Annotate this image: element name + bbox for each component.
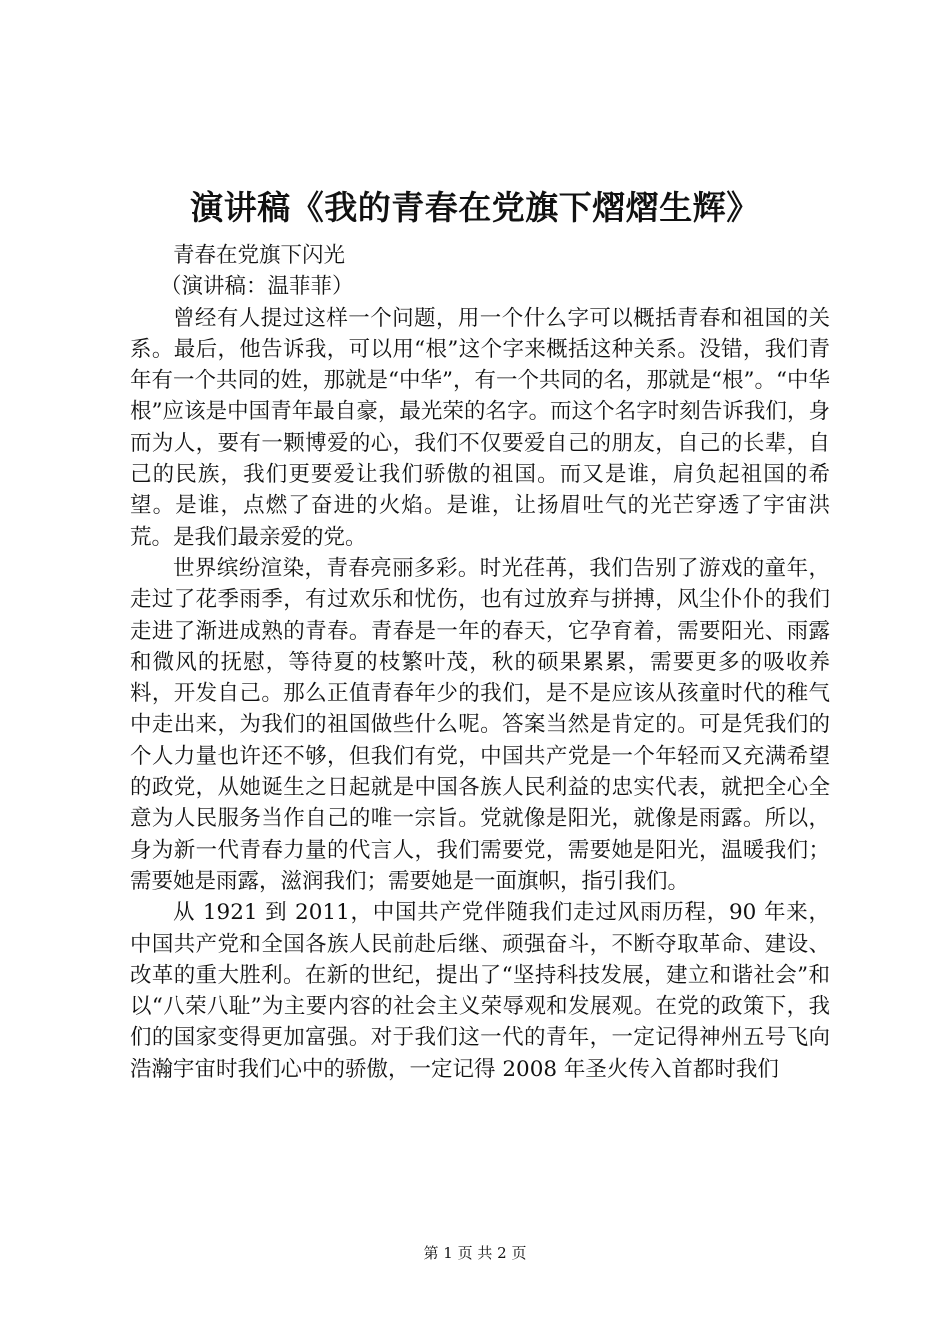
- paragraph-3: 从 1921 到 2011，中国共产党伴随我们走过风雨历程，90 年来，中国共产党和全国各族人民前赴后继、顽强奋斗，不断夺取革命、建设、改革的重大胜利。在新的世纪，提出了“坚持科技发展，建立和谐社会”和以“八荣八耻”为主要内容的社会主义荣辱观和发展观。在党的政策下，我们的国家变得更加富强。对于我们这一代的青年，一定记得神州五号飞向浩瀚宇宙时我们心中的骄傲，一定记得 2008 年圣火传入首都时我们: [130, 900, 830, 1082]
- speech-subtitle: 青春在党旗下闪光: [173, 243, 346, 268]
- page-footer: 第 1 页 共 2 页: [423, 1244, 527, 1262]
- paragraph-1: 曾经有人提过这样一个问题，用一个什么字可以概括青春和祖国的关系。最后，他告诉我，可以用“根”这个字来概括这种关系。没错，我们青年有一个共同的姓，那就是“中华”，有一个共同的名，那就是“根”。“中华根”应该是中国青年最自豪，最光荣的名字。而这个名字时刻告诉我们，身而为人，要有一颗博爱的心，我们不仅要爱自己的朋友，自己的长辈，自己的民族，我们更要爱让我们骄傲的祖国。而又是谁，肩负起祖国的希望。是谁，点燃了奋进的火焰。是谁，让扬眉吐气的光芒穿透了宇宙洪荒。是我们最亲爱的党。: [130, 305, 830, 550]
- document-body: [130, 240, 830, 1085]
- document-title: 演讲稿《我的青春在党旗下熠熠生辉》: [190, 188, 760, 227]
- paragraph-2: 世界缤纷渲染，青春亮丽多彩。时光荏苒，我们告别了游戏的童年，走过了花季雨季，有过欢乐和忧伤，也有过放弃与拼搏，风尘仆仆的我们走进了渐进成熟的青春。青春是一年的春天，它孕育着，需要阳光、雨露和微风的抚慰，等待夏的枝繁叶茂，秋的硕果累累，需要更多的吸收养料，开发自己。那么正值青春年少的我们，是不是应该从孩童时代的稚气中走出来，为我们的祖国做些什么呢。答案当然是肯定的。可是凭我们的个人力量也许还不够，但我们有党，中国共产党是一个年轻而又充满希望的政党，从她诞生之日起就是中国各族人民利益的忠实代表，就把全心全意为人民服务当作自己的唯一宗旨。党就像是阳光，就像是雨露。所以，身为新一代青春力量的代言人，我们需要党，需要她是阳光，温暖我们；需要她是雨露，滋润我们；需要她是一面旗帜，指引我们。: [130, 555, 830, 894]
- author-line: （演讲稿：温菲菲）: [160, 274, 354, 300]
